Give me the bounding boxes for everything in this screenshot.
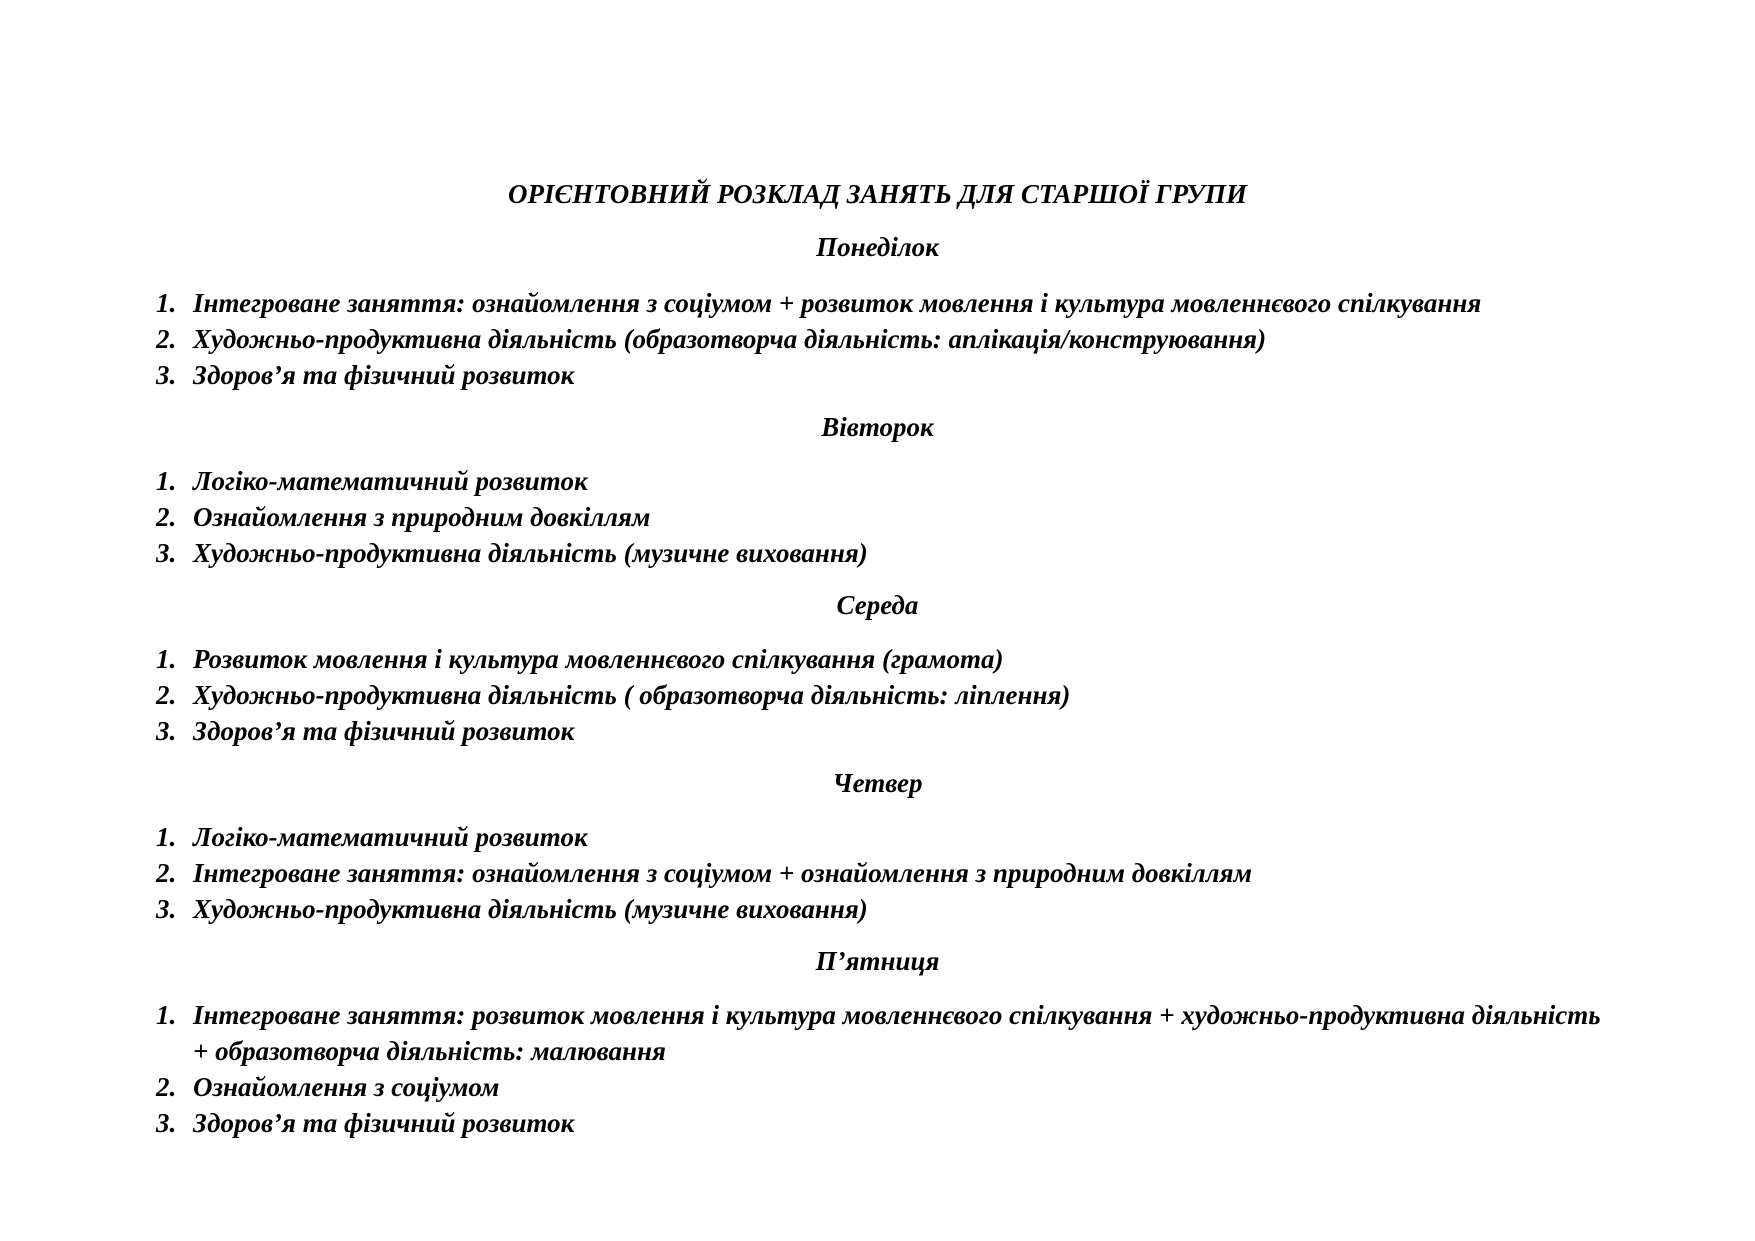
item-number: 2. <box>156 680 177 710</box>
item-number: 3. <box>156 1108 177 1138</box>
item-number: 1. <box>156 1000 177 1030</box>
list-item <box>0 855 1755 891</box>
list-item <box>0 891 1755 927</box>
list-item <box>0 641 1755 677</box>
list-item <box>0 1105 1755 1141</box>
day-heading-wednesday: Середа <box>836 590 919 620</box>
lesson-list-monday <box>0 285 1755 393</box>
item-text: Інтегроване заняття: ознайомлення з соціумом + ознайомлення з природним довкіллям <box>193 858 1253 888</box>
item-text: Здоров’я та фізичний розвиток <box>193 360 575 390</box>
list-item <box>0 535 1755 571</box>
list-item <box>0 357 1755 393</box>
item-number: 3. <box>156 538 177 568</box>
lesson-list-friday <box>0 997 1755 1141</box>
item-number: 3. <box>156 360 177 390</box>
item-text: Ознайомлення з природним довкіллям <box>193 502 651 532</box>
list-item <box>0 463 1755 499</box>
item-text: Логіко-математичний розвиток <box>193 466 588 496</box>
list-item <box>0 285 1755 321</box>
item-number: 3. <box>156 894 177 924</box>
lesson-list-wednesday <box>0 641 1755 749</box>
day-heading-tuesday: Вівторок <box>821 412 934 442</box>
item-number: 1. <box>156 466 177 496</box>
item-number: 2. <box>156 858 177 888</box>
item-number: 2. <box>156 324 177 354</box>
list-item <box>0 997 1755 1069</box>
list-item <box>0 677 1755 713</box>
item-text: Художньо-продуктивна діяльність (музичне виховання) <box>193 894 868 924</box>
item-text: Ознайомлення з соціумом <box>193 1072 500 1102</box>
list-item <box>0 321 1755 357</box>
day-heading-monday: Понеділок <box>816 232 939 262</box>
item-number: 3. <box>156 716 177 746</box>
document-title: ОРІЄНТОВНИЙ РОЗКЛАД ЗАНЯТЬ ДЛЯ СТАРШОЇ ГРУПИ <box>508 179 1247 209</box>
item-text: Логіко-математичний розвиток <box>193 822 588 852</box>
list-item <box>0 819 1755 855</box>
item-text: Художньо-продуктивна діяльність (образотворча діяльність: аплікація/конструювання) <box>193 324 1267 354</box>
item-number: 1. <box>156 822 177 852</box>
item-number: 1. <box>156 644 177 674</box>
item-text: Здоров’я та фізичний розвиток <box>193 716 575 746</box>
list-item <box>0 1069 1755 1105</box>
item-text: Художньо-продуктивна діяльність (музичне виховання) <box>193 538 868 568</box>
list-item <box>0 713 1755 749</box>
lesson-list-tuesday <box>0 463 1755 571</box>
item-text: Здоров’я та фізичний розвиток <box>193 1108 575 1138</box>
item-text: Художньо-продуктивна діяльність ( образотворча діяльність: ліплення) <box>193 680 1071 710</box>
day-heading-friday: П’ятниця <box>815 946 940 976</box>
item-text: Інтегроване заняття: ознайомлення з соціумом + розвиток мовлення і культура мовленнєвого спілкування <box>193 288 1482 318</box>
item-text: Розвиток мовлення і культура мовленнєвого спілкування (грамота) <box>193 644 1004 674</box>
lesson-list-thursday <box>0 819 1755 927</box>
item-number: 2. <box>156 502 177 532</box>
item-number: 2. <box>156 1072 177 1102</box>
day-heading-thursday: Четвер <box>832 768 923 798</box>
list-item <box>0 499 1755 535</box>
item-number: 1. <box>156 288 177 318</box>
item-text: Інтегроване заняття: розвиток мовлення і культура мовленнєвого спілкування + художньо-продуктивна діяльність + образотворча діяльність: малювання <box>193 1000 1601 1066</box>
